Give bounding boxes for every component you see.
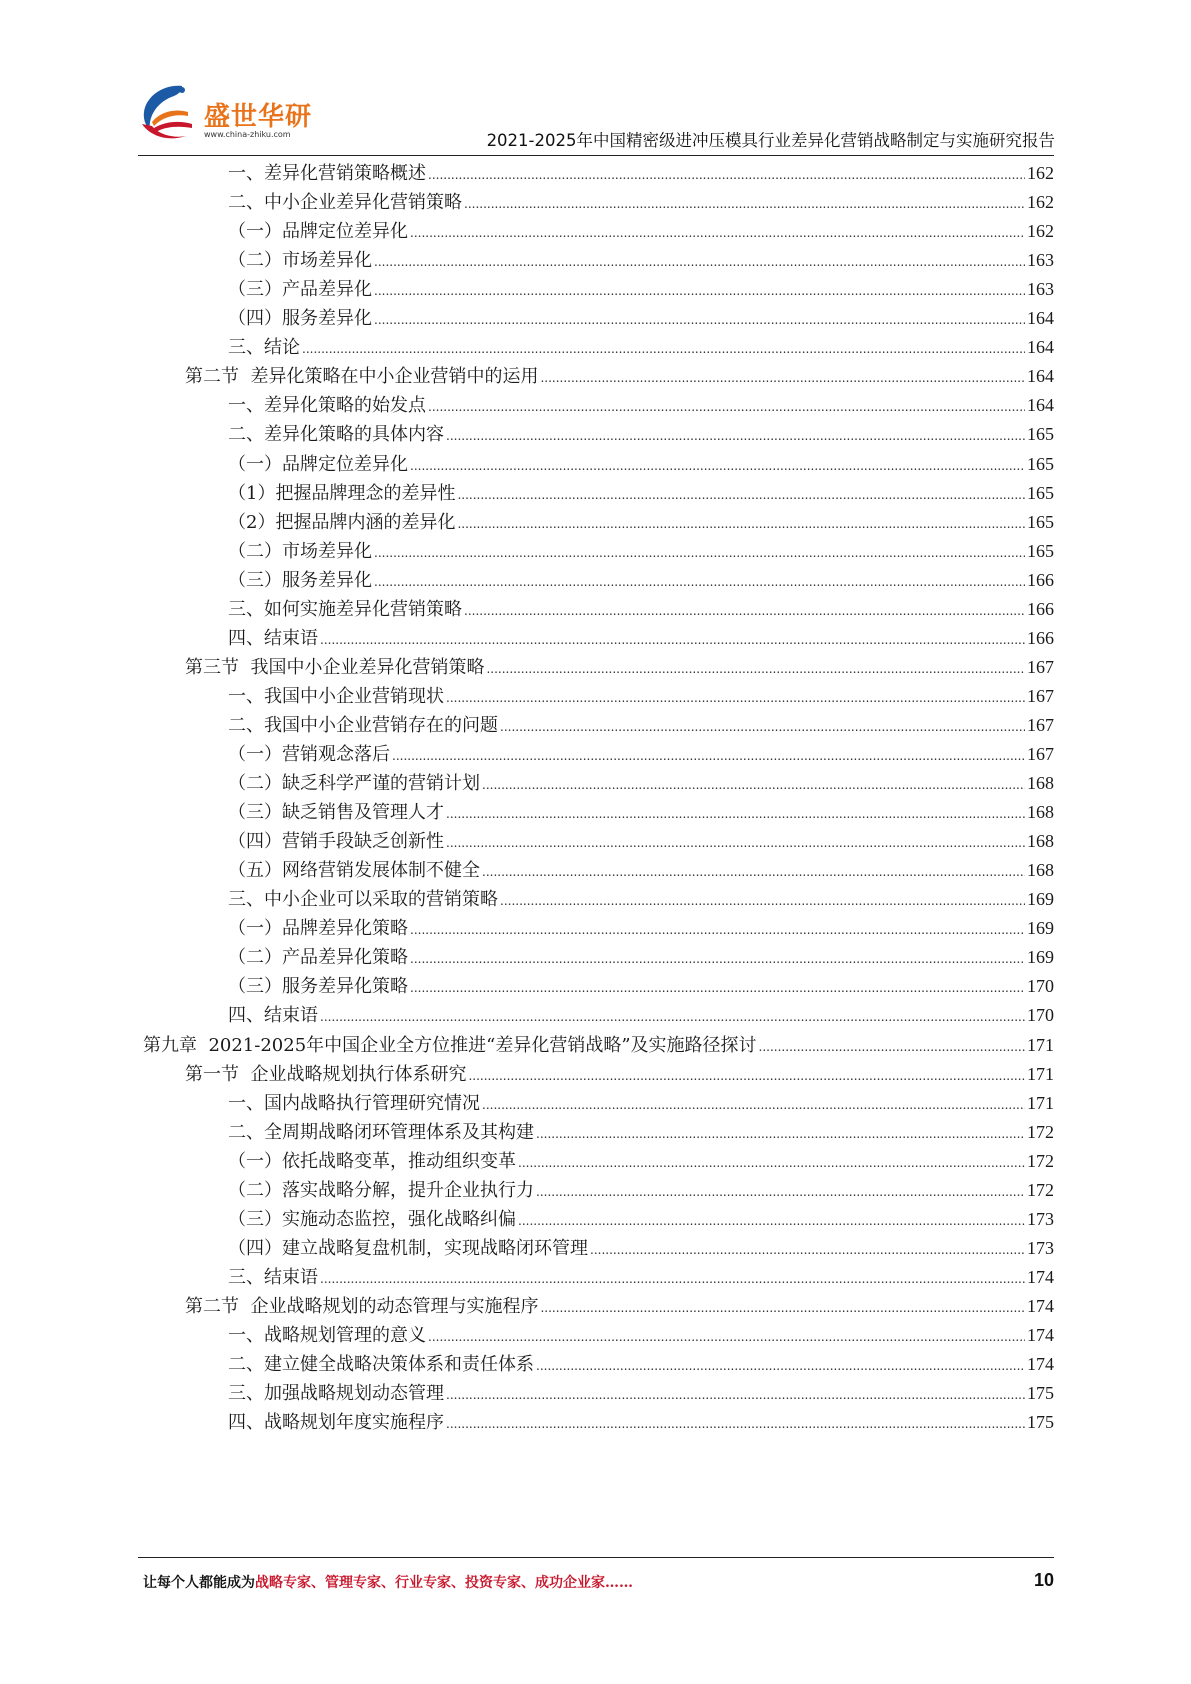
toc-entry-page: 172 [1027,1179,1054,1200]
toc-entry[interactable] [228,1175,1054,1206]
toc-entry-page: 174 [1027,1354,1054,1375]
toc-entry-page: 166 [1027,569,1054,590]
toc-entry-page: 162 [1027,221,1054,242]
toc-entry-page: 169 [1027,947,1054,968]
toc-entry[interactable] [143,1030,1054,1061]
toc-entry-page: 169 [1027,889,1054,910]
toc-entry-label: 一、我国中小企业营销现状 [228,685,444,707]
toc-entry-label: （二）市场差异化 [228,540,372,562]
toc-entry[interactable] [228,187,1054,218]
footer-divider [138,1557,1054,1558]
toc-entry[interactable] [228,942,1054,973]
toc-entry-label: （一）依托战略变革，推动组织变革 [228,1150,516,1172]
toc-entry[interactable] [228,1000,1054,1031]
toc-entry-label: 第九章 2021-2025年中国企业全方位推进“差异化营销战略”及实施路径探讨 [143,1034,757,1056]
toc-entry[interactable] [228,332,1054,363]
footer-slogan-suffix: …… [605,1575,633,1591]
toc-entry-page: 162 [1027,163,1054,183]
toc-entry-label: 二、我国中小企业营销存在的问题 [228,714,498,736]
toc-entry-label: （二）产品差异化策略 [228,947,408,969]
footer-slogan-prefix: 让每个人都能成为 [143,1575,255,1591]
toc-entry[interactable] [228,1349,1054,1380]
toc-entry-page: 168 [1027,802,1054,823]
toc-entry-label: （三）实施动态监控，强化战略纠偏 [228,1208,516,1230]
toc-entry-label: 一、战略规划管理的意义 [228,1325,426,1346]
toc-entry[interactable] [228,274,1054,305]
toc-entry[interactable] [228,507,1054,538]
toc-entry[interactable] [228,681,1054,712]
toc-entry-label: 四、结束语 [228,1005,318,1027]
toc-entry-page: 174 [1027,1295,1054,1316]
toc-entry[interactable] [185,1291,1054,1322]
toc-entry-page: 168 [1027,860,1054,881]
toc-entry-page: 167 [1027,656,1054,677]
toc-entry-page: 175 [1027,1412,1054,1433]
toc-entry-label: （一）品牌定位差异化 [228,453,408,475]
toc-entry[interactable] [185,1059,1054,1090]
toc-entry-label: 一、国内战略执行管理研究情况 [228,1092,480,1114]
toc-entry-label: 二、建立健全战略决策体系和责任体系 [228,1354,534,1376]
toc-entry[interactable] [228,1262,1054,1293]
toc-entry-page: 167 [1027,685,1054,706]
toc-entry-page: 165 [1027,453,1054,474]
toc-entry[interactable] [228,913,1054,944]
toc-entry-page: 167 [1027,714,1054,735]
page-number: 10 [1033,1570,1054,1590]
header-divider [138,155,1054,156]
toc-entry-page: 174 [1027,1325,1054,1345]
toc-entry[interactable] [228,536,1054,567]
toc-entry[interactable] [228,245,1054,276]
toc-entry-page: 170 [1027,1005,1054,1026]
toc-entry-label: 四、战略规划年度实施程序 [228,1412,444,1434]
toc-entry-label: （二）市场差异化 [228,250,372,272]
company-logo [138,82,313,152]
toc-entry[interactable] [228,449,1054,480]
toc-entry-page: 164 [1027,366,1054,387]
toc-entry-label: （五）网络营销发展体制不健全 [228,860,480,882]
toc-entry[interactable] [228,1378,1054,1409]
toc-entry-label: （三）产品差异化 [228,279,372,301]
toc-entry[interactable] [228,623,1054,654]
footer-slogan-highlight: 战略专家、管理专家、行业专家、投资专家、成功企业家 [255,1575,605,1591]
toc-entry-page: 175 [1027,1383,1054,1404]
toc-entry-label: （四）营销手段缺乏创新性 [228,831,444,853]
toc-entry[interactable] [228,216,1054,247]
toc-entry-page: 164 [1027,308,1054,329]
toc-entry-label: 第二节 企业战略规划的动态管理与实施程序 [185,1295,539,1317]
report-title: 2021-2025年中国精密级进冲压模具行业差异化营销战略制定与实施研究报告 [486,131,1055,150]
toc-entry[interactable] [228,478,1054,509]
toc-entry-page: 166 [1027,627,1054,648]
toc-entry-label: 第一节 企业战略规划执行体系研究 [185,1063,467,1085]
toc-entry-label: 二、全周期战略闭环管理体系及其构建 [228,1121,534,1143]
toc-entry-label: （三）服务差异化 [228,569,372,591]
toc-entry-page: 172 [1027,1121,1054,1142]
toc-leader-dots [446,1409,1025,1440]
toc-entry-page: 162 [1027,192,1054,213]
toc-entry-page: 165 [1027,511,1054,532]
logo-emblem-icon [138,82,202,144]
toc-entry-label: 一、差异化策略的始发点 [228,395,426,417]
toc-entry[interactable] [228,1088,1054,1119]
toc-entry-label: （三）服务差异化策略 [228,976,408,998]
toc-entry[interactable] [228,739,1054,770]
toc-entry[interactable] [228,303,1054,334]
toc-entry[interactable] [228,884,1054,915]
toc-entry-label: 三、如何实施差异化营销策略 [228,598,462,620]
toc-entry[interactable] [228,855,1054,886]
toc-entry[interactable] [228,710,1054,741]
toc-entry-label: （2）把握品牌内涵的差异化 [228,511,456,533]
toc-entry-label: 一、差异化营销策略概述 [228,163,426,184]
toc-entry-label: （四）服务差异化 [228,308,372,330]
toc-entry-label: （一）品牌定位差异化 [228,221,408,243]
toc-entry[interactable] [228,419,1054,450]
toc-entry-label: （一）品牌差异化策略 [228,918,408,940]
toc-entry-page: 163 [1027,250,1054,271]
toc-entry[interactable] [228,565,1054,596]
toc-entry-label: 四、结束语 [228,627,318,649]
toc-entry-page: 172 [1027,1150,1054,1171]
toc-entry-label: （四）建立战略复盘机制，实现战略闭环管理 [228,1237,588,1259]
toc-entry-label: 三、中小企业可以采取的营销策略 [228,889,498,911]
toc-entry[interactable] [228,594,1054,625]
toc-entry-page: 169 [1027,918,1054,939]
toc-entry[interactable] [185,361,1054,392]
toc-entry-page: 171 [1027,1092,1054,1113]
toc-entry-label: 二、中小企业差异化营销策略 [228,192,462,214]
toc-entry[interactable] [185,652,1054,683]
toc-entry-label: 第二节 差异化策略在中小企业营销中的运用 [185,366,539,388]
toc-entry[interactable] [228,1146,1054,1177]
toc-entry[interactable] [228,797,1054,828]
footer-slogan [143,1572,633,1592]
toc-entry[interactable] [228,826,1054,857]
toc-entry-page: 165 [1027,424,1054,445]
toc-entry-label: 第三节 我国中小企业差异化营销策略 [185,656,485,678]
toc-entry-page: 171 [1027,1034,1054,1055]
toc-entry-label: （1）把握品牌理念的差异性 [228,482,456,504]
toc-entry-page: 174 [1027,1266,1054,1287]
toc-entry[interactable] [228,971,1054,1002]
toc-entry-label: （二）缺乏科学严谨的营销计划 [228,773,480,795]
toc-entry-page: 167 [1027,744,1054,764]
toc-entry[interactable] [228,1117,1054,1148]
toc-entry-page: 170 [1027,976,1054,997]
toc-entry-page: 168 [1027,831,1054,852]
logo-name: 盛世华研 [204,102,313,132]
toc-entry-page: 163 [1027,279,1054,300]
toc-entry[interactable] [228,1407,1054,1438]
toc-entry[interactable] [228,158,1054,189]
toc-entry-page: 164 [1027,337,1054,358]
toc-entry-page: 164 [1027,395,1054,416]
logo-url: www.china-zhiku.com [204,130,291,139]
toc-entry-label: 二、差异化策略的具体内容 [228,424,444,446]
toc-entry-label: （三）缺乏销售及管理人才 [228,802,444,824]
page-header [0,0,1191,160]
toc-entry[interactable] [228,1204,1054,1235]
toc-entry[interactable] [228,768,1054,799]
toc-entry-page: 166 [1027,598,1054,619]
toc-entry-page: 168 [1027,773,1054,794]
toc-entry-label: 三、结论 [228,337,300,359]
toc-entry-page: 173 [1027,1208,1054,1229]
toc-entry[interactable] [228,1233,1054,1264]
toc-entry[interactable] [228,390,1054,421]
toc-entry-page: 165 [1027,482,1054,503]
toc-entry-page: 173 [1027,1237,1054,1258]
toc-entry-label: 三、加强战略规划动态管理 [228,1383,444,1405]
toc-entry-label: （一）营销观念落后 [228,744,390,765]
toc-entry-page: 165 [1027,540,1054,561]
toc-entry-page: 171 [1027,1063,1054,1084]
toc-entry-label: （二）落实战略分解，提升企业执行力 [228,1179,534,1201]
toc-entry[interactable] [228,1320,1054,1351]
toc-entry-label: 三、结束语 [228,1266,318,1288]
